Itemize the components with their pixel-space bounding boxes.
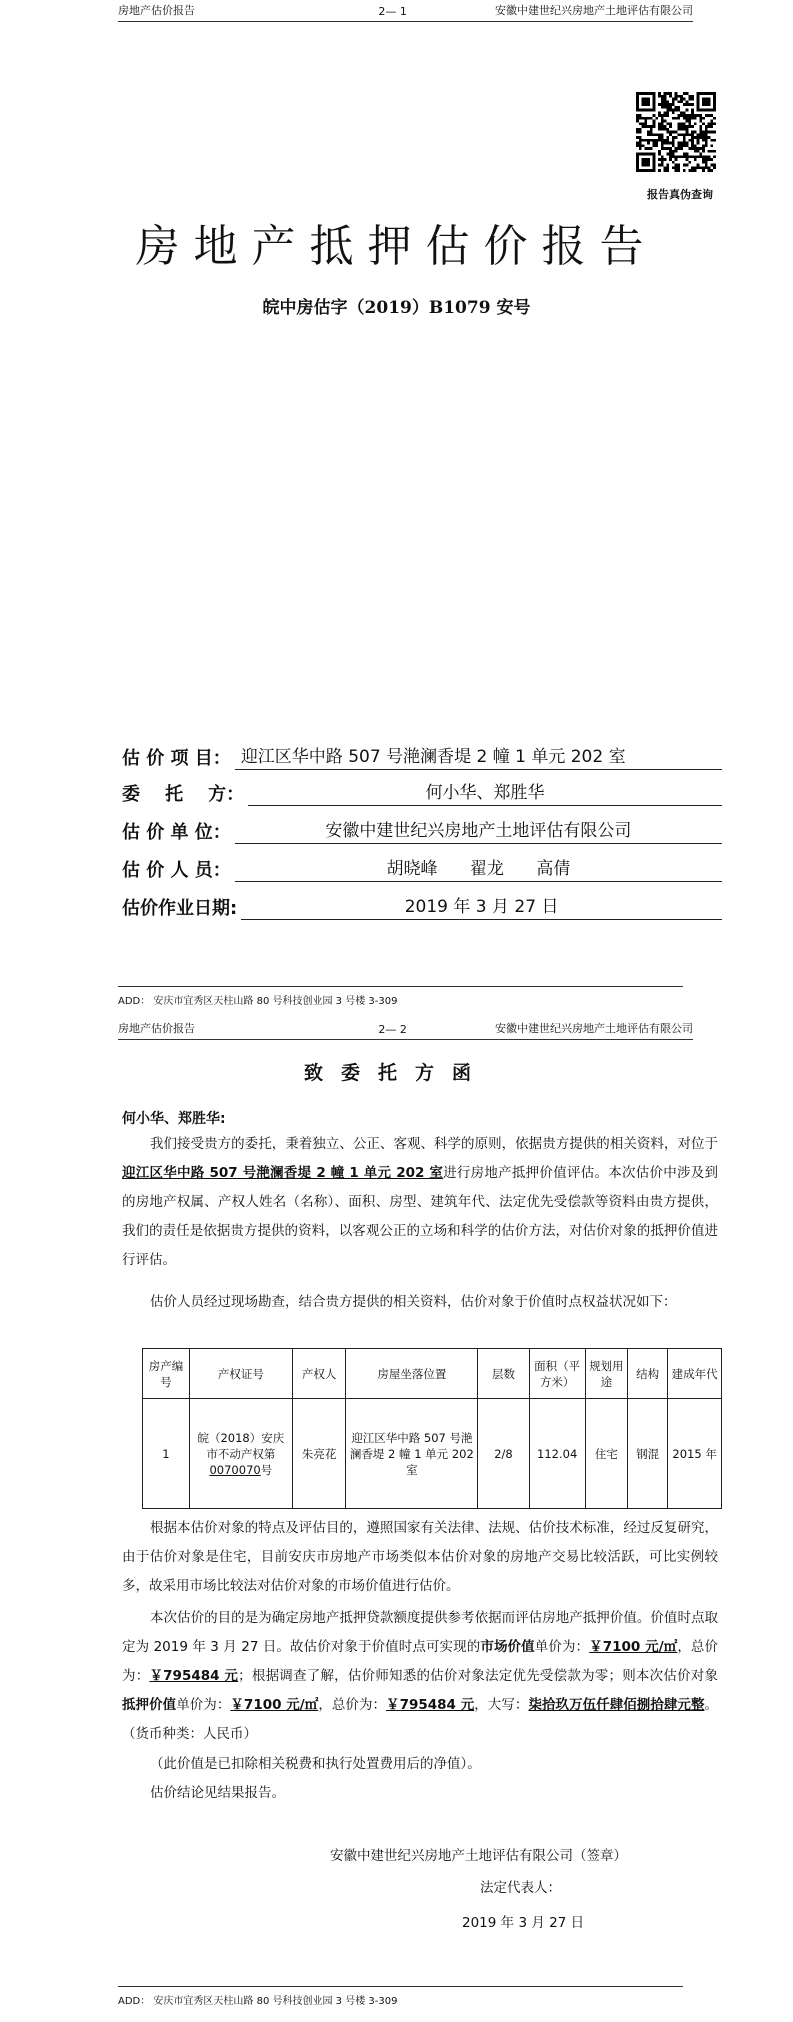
field-value: 2019 年 3 月 27 日 xyxy=(241,892,722,920)
header-company: 安徽中建世纪兴房地产土地评估有限公司 xyxy=(495,4,694,17)
signature-company: 安徽中建世纪兴房地产土地评估有限公司（签章） xyxy=(330,1848,627,1864)
amount-in-words: 柒拾玖万伍仟肆佰捌拾肆元整 xyxy=(528,1697,705,1713)
field-appraisers xyxy=(122,852,722,882)
signature-date: 2019 年 3 月 27 日 xyxy=(462,1915,585,1931)
col-header: 产权证号 xyxy=(189,1349,292,1399)
market-value-label: 市场价值 xyxy=(480,1639,535,1655)
text: ，总价为： xyxy=(122,1639,719,1684)
field-value: 胡晓峰 翟龙 高倩 xyxy=(235,854,722,882)
paragraph-method: 根据本估价对象的特点及评估目的，遵照国家有关法律、法规、估价技术标准，经过反复研究，由于估价对象是住宅，目前安庆市房地产市场类似本估价对象的房地产交易比较活跃，可比实例较多，故采用市场比较法对估价对象的市场价值进行估价。 xyxy=(122,1520,718,1594)
cell-use: 住宅 xyxy=(585,1399,627,1509)
col-header: 建成年代 xyxy=(668,1349,722,1399)
property-table xyxy=(142,1348,722,1509)
paragraph-intro xyxy=(122,1130,718,1275)
col-header: 房屋坐落位置 xyxy=(346,1349,478,1399)
field-appraiser-company xyxy=(122,814,722,844)
text: ，大写： xyxy=(474,1697,529,1713)
paragraph-net-note: （此价值是已扣除相关税费和执行处置费用后的净值）。 xyxy=(150,1756,481,1772)
col-header: 产权人 xyxy=(292,1349,346,1399)
qr-caption: 报告真伪查询 xyxy=(647,188,713,201)
mortgage-value-label: 抵押价值 xyxy=(122,1697,177,1713)
market-unit-price: ￥7100 元/㎡ xyxy=(589,1639,678,1655)
cell-floors: 2/8 xyxy=(478,1399,529,1509)
header-page-number: 2— 1 xyxy=(378,5,407,18)
cert-number: 0070070 xyxy=(209,1462,261,1477)
paragraph-survey: 估价人员经过现场勘查，结合贵方提供的相关资料，估价对象于价值时点权益状况如下： xyxy=(150,1294,677,1310)
field-label: 估 价 单 位： xyxy=(122,822,231,843)
field-value: 迎江区华中路 507 号滟澜香堤 2 幢 1 单元 202 室 xyxy=(235,742,722,770)
text: 号 xyxy=(260,1462,273,1477)
text: 我们接受贵方的委托，秉着独立、公正、客观、科学的原则，依据贵方提供的相关资料，对位于 xyxy=(150,1136,718,1152)
col-header: 面积（平方米） xyxy=(529,1349,585,1399)
col-header: 结构 xyxy=(628,1349,668,1399)
field-project xyxy=(122,740,722,770)
page-header xyxy=(118,0,693,22)
text: 进行房地产抵押价值评估。本次估价中涉及到的房地产权属、产权人姓名（名称）、面积、房型、建筑年代、法定优先受偿款等资料由贵方提供，我们的责任是依据贵方提供的资料，以客观公正的立场和科学的估价方法，对估价对象的抵押价值进行评估。 xyxy=(122,1165,719,1268)
page-footer: ADD： 安庆市宜秀区天柱山路 80 号科技创业园 3 号楼 3-309 xyxy=(118,1986,683,2008)
page-header xyxy=(118,1018,693,1040)
text: 单价为： xyxy=(534,1639,590,1655)
table-row xyxy=(143,1399,722,1509)
text: 皖（2018）安庆市不动产权第 xyxy=(197,1430,285,1461)
paragraph-conclusion: 估价结论见结果报告。 xyxy=(150,1785,285,1801)
paragraph-valuation xyxy=(122,1604,718,1749)
field-label: 估价作业日期: xyxy=(122,898,238,919)
cell-area: 112.04 xyxy=(529,1399,585,1509)
document-number: 皖中房估字（2019）B1079 安号 xyxy=(262,298,531,318)
cell-cert xyxy=(189,1399,292,1509)
cell-year: 2015 年 xyxy=(668,1399,722,1509)
page-footer: ADD： 安庆市宜秀区天柱山路 80 号科技创业园 3 号楼 3-309 xyxy=(118,986,683,1008)
mortgage-total-price: ￥795484 元 xyxy=(386,1697,475,1713)
field-client xyxy=(122,776,722,806)
field-value: 何小华、郑胜华 xyxy=(248,778,722,806)
letter-title: 致委托方函 xyxy=(303,1062,489,1084)
col-header: 规划用途 xyxy=(585,1349,627,1399)
qr-code-icon[interactable] xyxy=(636,92,716,172)
field-label: 估 价 项 目： xyxy=(122,748,231,769)
market-total-price: ￥795484 元 xyxy=(149,1668,239,1684)
text: ；根据调查了解，估价师知悉的估价对象法定优先受偿款为零；则本次估价对象 xyxy=(238,1668,719,1684)
letter-to-client-page xyxy=(0,1018,793,2022)
text: 本次估价的目的是为确定房地产抵押贷款额度提供参考依据而评估房地产抵押价值。价值时点取定为 2019 年 3 月 27 日。故估价对象于价值时点可实现的 xyxy=(122,1610,718,1655)
table-header-row xyxy=(143,1349,722,1399)
header-left: 房地产估价报告 xyxy=(118,4,195,17)
cell-structure: 钢混 xyxy=(628,1399,668,1509)
field-work-date xyxy=(122,890,722,920)
field-value: 安徽中建世纪兴房地产土地评估有限公司 xyxy=(235,816,722,844)
header-page-number: 2— 2 xyxy=(378,1023,407,1036)
field-label: 委 托 方： xyxy=(122,784,245,805)
header-company: 安徽中建世纪兴房地产土地评估有限公司 xyxy=(495,1022,694,1035)
col-header: 房产编号 xyxy=(143,1349,190,1399)
text: 。（货币种类：人民币） xyxy=(122,1697,719,1742)
field-label: 估 价 人 员： xyxy=(122,860,231,881)
mortgage-unit-price: ￥7100 元/㎡ xyxy=(230,1697,319,1713)
salutation: 何小华、郑胜华: xyxy=(122,1111,226,1127)
page-title: 房地产抵押估价报告 xyxy=(135,221,658,272)
cell-owner: 朱亮花 xyxy=(292,1399,346,1509)
col-header: 层数 xyxy=(478,1349,529,1399)
text: ，总价为： xyxy=(318,1697,387,1713)
property-address: 迎江区华中路 507 号滟澜香堤 2 幢 1 单元 202 室 xyxy=(122,1165,444,1181)
header-left: 房地产估价报告 xyxy=(118,1022,195,1035)
cell-no: 1 xyxy=(143,1399,190,1509)
cell-location: 迎江区华中路 507 号滟澜香堤 2 幢 1 单元 202 室 xyxy=(346,1399,478,1509)
text: 单价为： xyxy=(176,1697,231,1713)
signature-representative: 法定代表人： xyxy=(480,1880,561,1896)
